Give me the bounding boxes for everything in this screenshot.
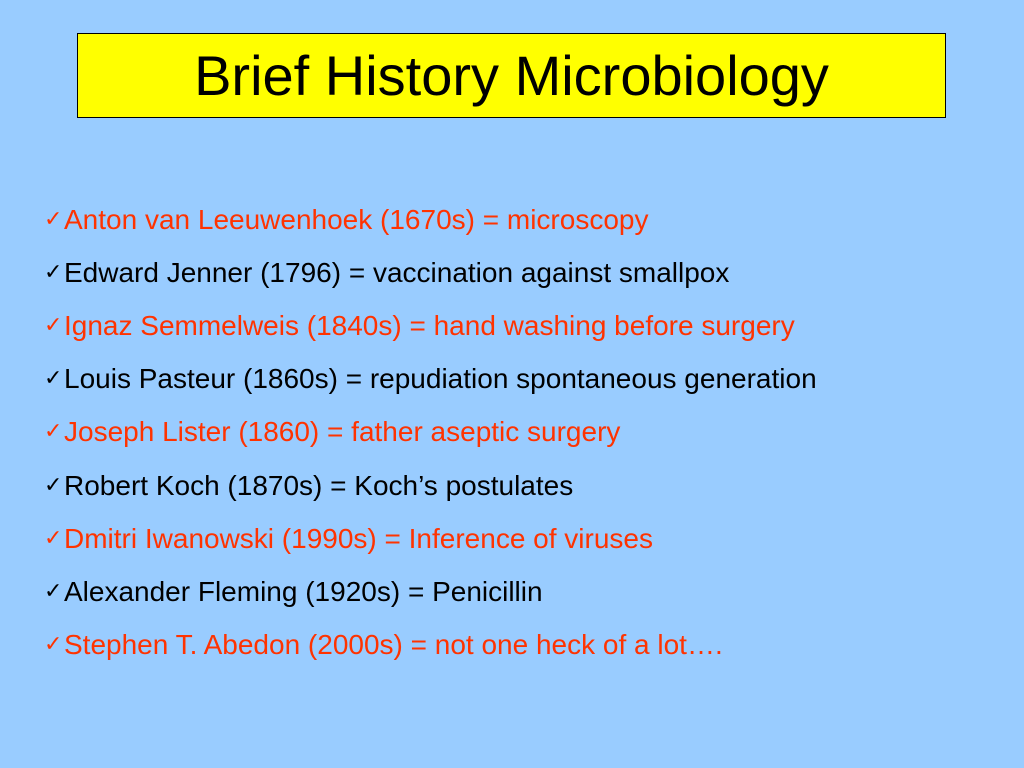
bullet-text: Joseph Lister (1860) = father aseptic surgery — [64, 416, 621, 448]
bullet-text: Stephen T. Abedon (2000s) = not one heck of a lot…. — [64, 629, 723, 661]
list-item — [44, 406, 817, 459]
checkmark-icon: ✓ — [44, 632, 63, 658]
bullet-text: Robert Koch (1870s) = Koch’s postulates — [64, 469, 574, 501]
slide-title: Brief History Microbiology — [194, 43, 829, 107]
bullet-text: Edward Jenner (1796) = vaccination against smallpox — [64, 256, 730, 288]
list-item — [44, 246, 817, 299]
checkmark-icon: ✓ — [44, 472, 63, 498]
list-item — [44, 565, 817, 618]
list-item — [44, 619, 817, 672]
bullet-text: Anton van Leeuwenhoek (1670s) = microscopy — [64, 203, 649, 235]
bullet-text: Ignaz Semmelweis (1840s) = hand washing before surgery — [64, 309, 795, 341]
list-item — [44, 512, 817, 565]
checkmark-icon: ✓ — [44, 312, 63, 338]
checkmark-icon: ✓ — [44, 419, 63, 445]
checkmark-icon: ✓ — [44, 206, 63, 232]
list-item — [44, 353, 817, 406]
bullet-text: Alexander Fleming (1920s) = Penicillin — [64, 575, 543, 607]
bullet-text: Dmitri Iwanowski (1990s) = Inference of viruses — [64, 522, 653, 554]
title-box — [77, 33, 946, 118]
list-item — [44, 459, 817, 512]
bullet-text: Louis Pasteur (1860s) = repudiation spontaneous generation — [64, 363, 817, 395]
checkmark-icon: ✓ — [44, 366, 63, 392]
checkmark-icon: ✓ — [44, 578, 63, 604]
checkmark-icon: ✓ — [44, 525, 63, 551]
checkmark-icon: ✓ — [44, 259, 63, 285]
list-item — [44, 193, 817, 246]
list-item — [44, 299, 817, 352]
bullet-list — [44, 193, 817, 672]
